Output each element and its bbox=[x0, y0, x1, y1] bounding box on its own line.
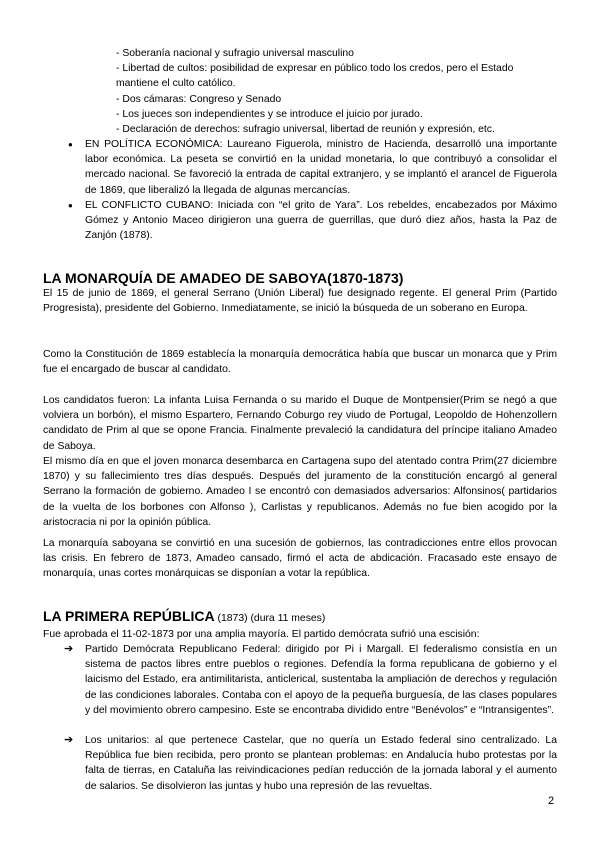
constitution-point: - Dos cámaras: Congreso y Senado bbox=[116, 93, 282, 105]
arrow-icon: ➔ bbox=[64, 734, 74, 746]
paragraph: La monarquía saboyana se convirtió en una sucesión de gobiernos, las contradicciones entre ellos provocan las crisis. En febrero de 1873, Amadeo cansado, firmó el acta de abdicación. Fracasado este ensayo de monarquía, unas cortes monárquicas se disponían a votar la república. bbox=[43, 538, 557, 580]
constitution-points-list bbox=[116, 46, 556, 137]
constitution-point: - Declaración de derechos: sufragio universal, libertad de reunión y expresión, etc. bbox=[116, 124, 495, 136]
arrow-item-unitarios bbox=[64, 733, 557, 794]
arrow-item-federal bbox=[64, 642, 557, 718]
bullet-text: EN POLÍTICA ECONÓMICA: Laureano Figuerola, ministro de Hacienda, desarrolló una importante labor económica. La peseta se convirtió en la unidad monetaria, lo que contribuyó a consolidar el mercado nacional. Se favoreció la entrada de capital extranjero, y se implantó el arancel de Figuerola de 1869, que liberalizó la llegada de algunas mercancías. bbox=[85, 139, 557, 196]
heading-title: LA PRIMERA REPÚBLICA bbox=[43, 608, 215, 624]
bullet-marker: ● bbox=[68, 201, 73, 210]
paragraph: Los candidatos fueron: La infanta Luisa Fernanda o su marido el Duque de Montpensier(Prim se negó a que volviera un borbón), el mismo Espartero, Fernando Coburgo rey viudo de Portugal, Leopoldo de Hohenzollern candidato de Prim al que se opone Francia. Finalmente prevaleció la candidatura del príncipe italiano Amadeo de Saboya. bbox=[43, 395, 557, 452]
bullet-marker: ● bbox=[68, 140, 73, 149]
paragraph: Como la Constitución de 1869 establecía la monarquía democrática había que buscar un monarca que y Prim fue el encargado de buscar al candidato. bbox=[43, 349, 557, 376]
page-number: 2 bbox=[548, 795, 555, 807]
paragraph: El mismo día en que el joven monarca desembarca en Cartagena supo del atentado contra Prim(27 diciembre 1870) y su fallecimiento tres días después. Después del juramento de la constitución encargó al general Serrano la formación de gobierno. Amadeo I se encontró con demasiados adversarios: Alfonsinos( partidarios de la vuelta de los borbones con Alfonso ), Carlistas y republicanos. Además no fue bien acogido por la aristocracia ni por la opinión pública. bbox=[43, 456, 557, 528]
bullet-conflicto-cubano bbox=[68, 198, 557, 244]
constitution-point: - Los jueces son independientes y se introduce el juicio por jurado. bbox=[116, 108, 423, 120]
bullet-politica-economica bbox=[68, 137, 557, 198]
bullet-text: EL CONFLICTO CUBANO: Iniciada con “el grito de Yara”. Los rebeldes, encabezados por Máximo Gómez y Antonio Maceo dirigieron una guerra de guerrillas, que duró diez años, hasta la Paz de Zanjón (1878). bbox=[85, 200, 557, 242]
section-heading-amadeo: LA MONARQUÍA DE AMADEO DE SABOYA(1870-1873) bbox=[43, 270, 404, 286]
constitution-point: - Libertad de cultos: posibilidad de expresar en público todo los credos, pero el Estado mantiene el culto católico. bbox=[116, 63, 514, 90]
paragraph: El 15 de junio de 1869, el general Serrano (Unión Liberal) fue designado regente. El general Prim (Partido Progresista), presidente del Gobierno. Inmediatamente, se inició la búsqueda de un soberano en Europa. bbox=[43, 288, 557, 315]
arrow-item-text: Partido Demócrata Republicano Federal: dirigido por Pi i Margall. El federalismo consistía en un sistema de pactos libres entre pueblos o regiones. Defendía la forma republicana de gobierno y el laicismo del Estado, era antimilitarista, anticlerical, sustentaba la ampliación de derechos y regulación de las condiciones laborales. Contaba con el apoyo de la pequeña burguesía, de las clases populares y del movimiento obrero campesino. Este se encontraba dividido entre “Benévolos” e “Intransigentes”. bbox=[85, 644, 557, 716]
heading-note: (1873) (dura 11 meses) bbox=[214, 613, 326, 624]
paragraph: Fue aprobada el 11-02-1873 por una amplia mayoría. El partido demócrata sufrió una escisión: bbox=[43, 629, 480, 640]
section-heading-republica bbox=[43, 607, 325, 628]
arrow-item-text: Los unitarios: al que pertenece Castelar, que no quería un Estado federal sino centralizado. La República fue bien recibida, pero pronto se plantean problemas: en Andalucía hubo protestas por la falta de tierras, en Cataluña las reivindicaciones pedían reducción de la jornada laboral y el aumento de salarios. Se disolvieron las juntas y hubo una represión de las revueltas. bbox=[85, 735, 557, 792]
constitution-point: - Soberanía nacional y sufragio universal masculino bbox=[116, 48, 354, 59]
arrow-icon: ➔ bbox=[64, 643, 74, 655]
